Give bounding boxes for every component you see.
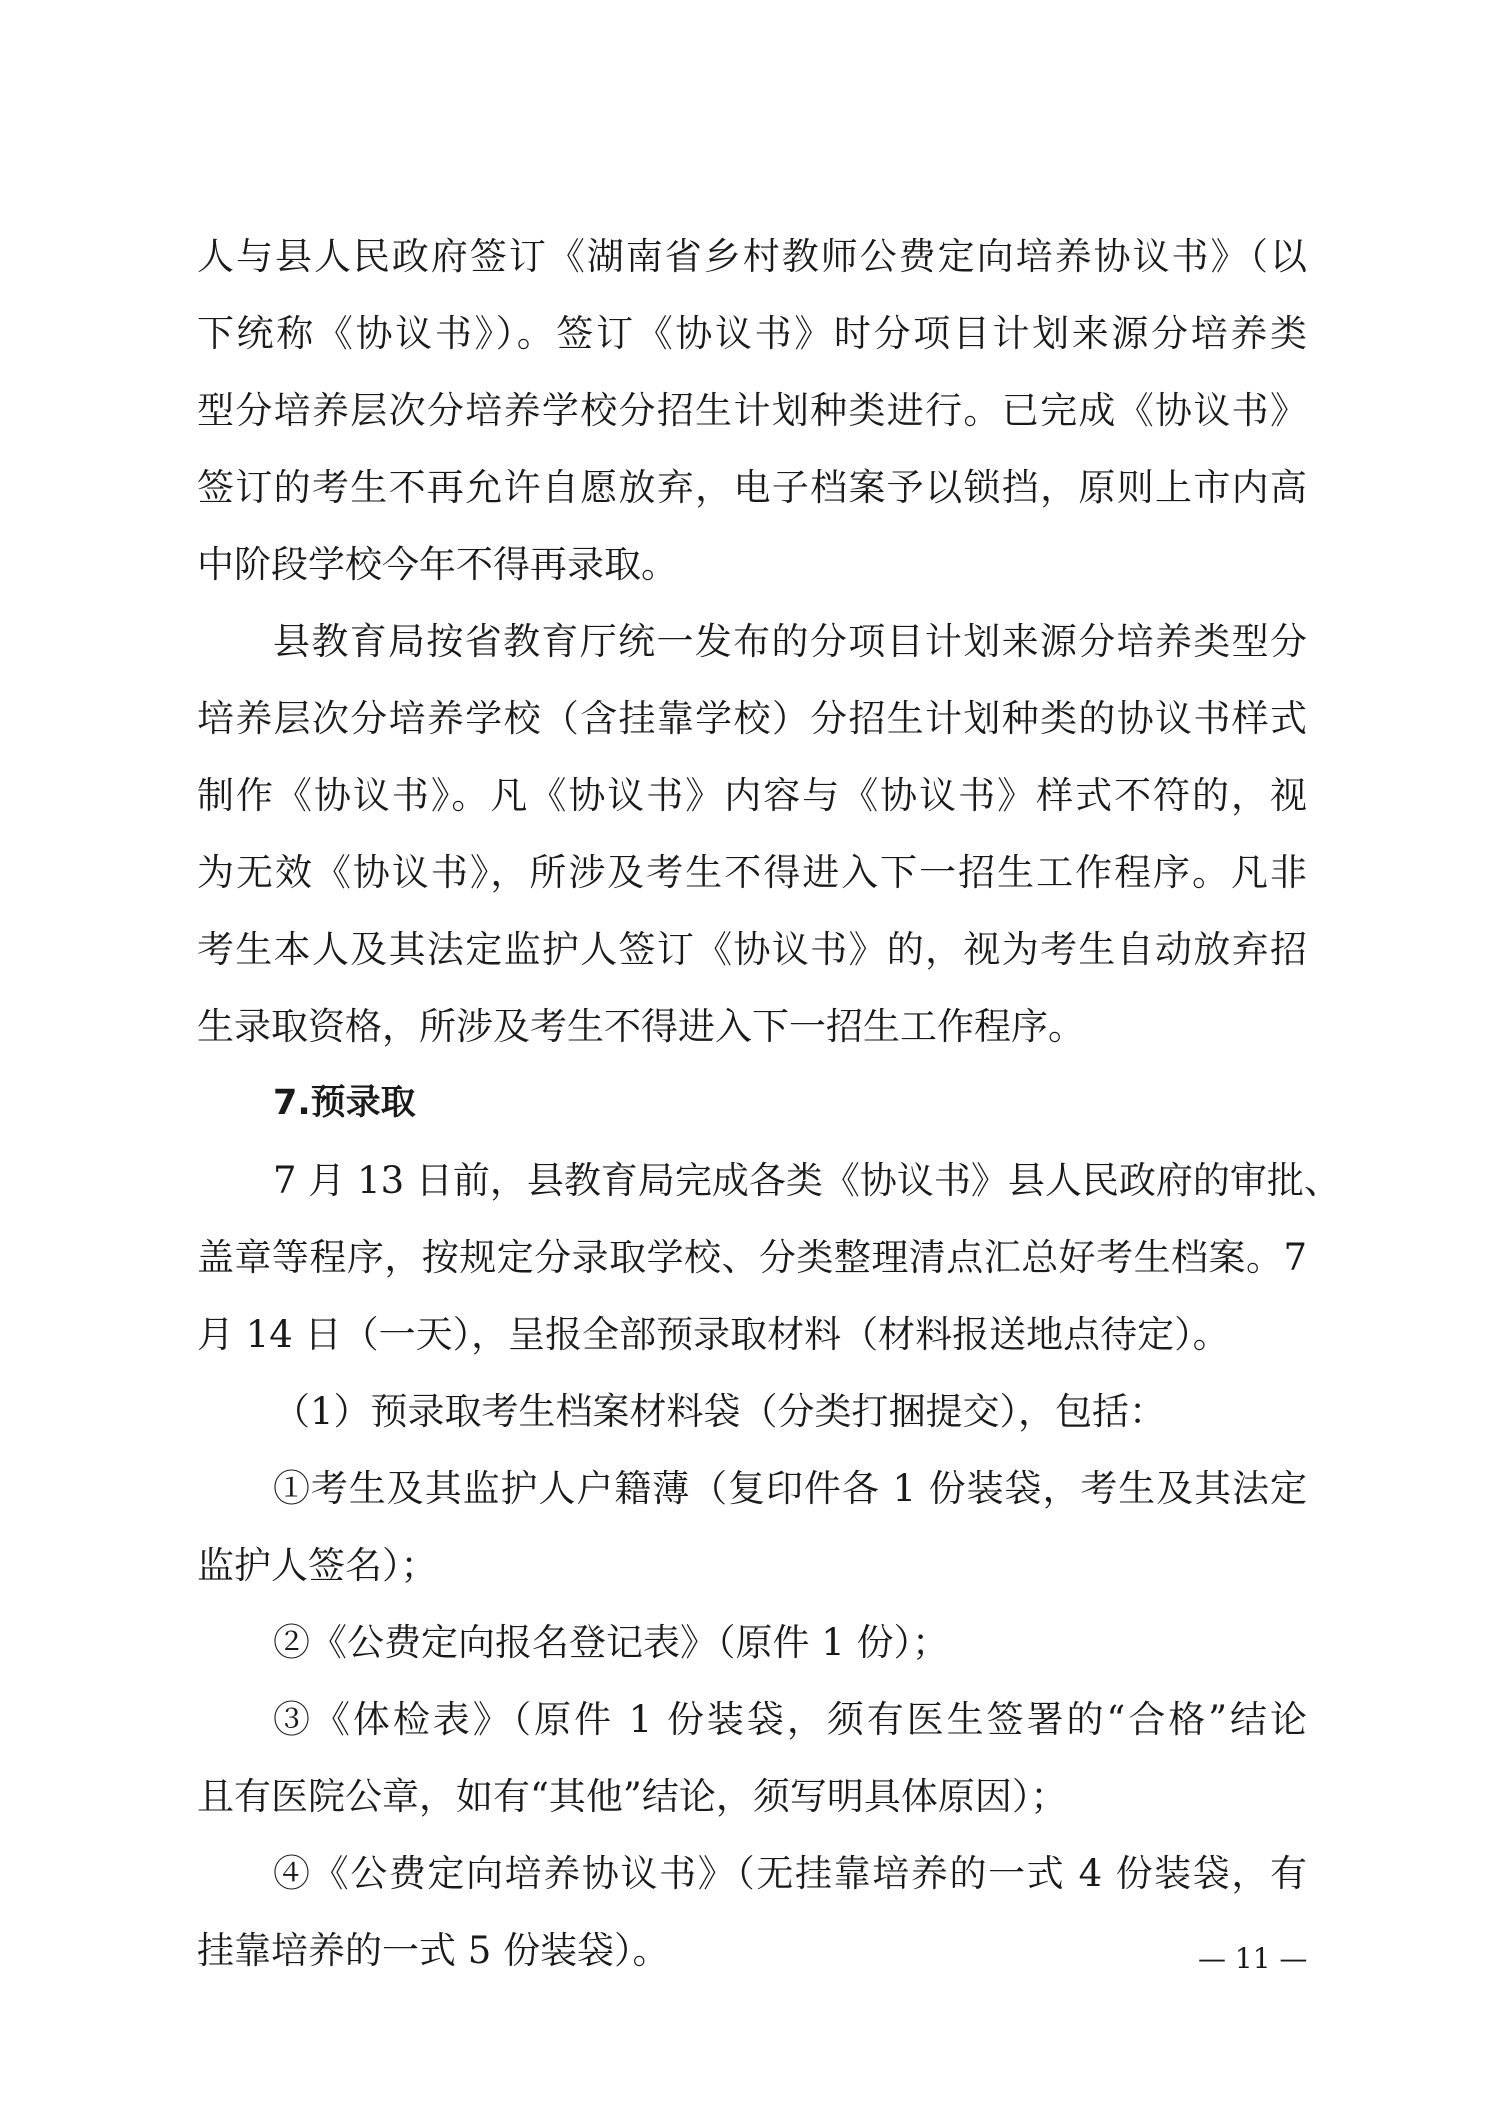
text-line: 型分培养层次分培养学校分招生计划种类进行。已完成《协议书》 bbox=[197, 389, 1307, 432]
text-line: 生录取资格，所涉及考生不得进入下一招生工作程序。 bbox=[197, 1005, 1085, 1048]
text-line: 考生本人及其法定监护人签订《协议书》的，视为考生自动放弃招 bbox=[197, 928, 1307, 971]
text-line: 下统称《协议书》）。签订《协议书》时分项目计划来源分培养类 bbox=[197, 312, 1307, 355]
text-line: ③《体检表》（原件 1 份装袋，须有医生签署的“合格”结论 bbox=[273, 1698, 1307, 1741]
paragraph bbox=[197, 1835, 1307, 1989]
text-line: 制作《协议书》。凡《协议书》内容与《协议书》样式不符的，视 bbox=[197, 774, 1307, 817]
paragraph bbox=[197, 218, 1307, 603]
section-heading: 7.预录取 bbox=[273, 1083, 416, 1123]
text-line: 中阶段学校今年不得再录取。 bbox=[197, 543, 678, 586]
text-line: ①考生及其监护人户籍薄（复印件各 1 份装袋，考生及其法定 bbox=[273, 1467, 1307, 1510]
text-line: 且有医院公章，如有“其他”结论，须写明具体原因）； bbox=[197, 1775, 1068, 1818]
text-line: 签订的考生不再允许自愿放弃，电子档案予以锁挡，原则上市内高 bbox=[197, 466, 1307, 509]
paragraph bbox=[197, 1142, 1341, 1373]
paragraph bbox=[197, 1373, 1307, 1450]
paragraph bbox=[197, 603, 1307, 1065]
page-number: — 11 — bbox=[1198, 1942, 1308, 1975]
paragraph bbox=[197, 1681, 1307, 1835]
paragraph bbox=[197, 1450, 1307, 1604]
text-line: 县教育局按省教育厅统一发布的分项目计划来源分培养类型分 bbox=[273, 620, 1307, 663]
document-body bbox=[197, 218, 1341, 1989]
text-line: 挂靠培养的一式 5 份装袋）。 bbox=[197, 1929, 670, 1972]
text-line: 为无效《协议书》，所涉及考生不得进入下一招生工作程序。凡非 bbox=[197, 851, 1307, 894]
text-line: 培养层次分培养学校（含挂靠学校）分招生计划种类的协议书样式 bbox=[197, 697, 1307, 740]
text-line: （1）预录取考生档案材料袋（分类打捆提交），包括： bbox=[273, 1390, 1167, 1433]
text-line: 月 14 日（一天），呈报全部预录取材料（材料报送地点待定）。 bbox=[197, 1313, 1230, 1356]
text-line: 盖章等程序，按规定分录取学校、分类整理清点汇总好考生档案。7 bbox=[197, 1236, 1307, 1279]
text-line: ②《公费定向报名登记表》（原件 1 份）； bbox=[273, 1621, 950, 1664]
text-line: 监护人签名）； bbox=[197, 1544, 438, 1587]
text-line: 人与县人民政府签订《湖南省乡村教师公费定向培养协议书》（以 bbox=[197, 235, 1307, 278]
paragraph bbox=[197, 1604, 1307, 1681]
text-line: ④《公费定向培养协议书》（无挂靠培养的一式 4 份装袋，有 bbox=[273, 1852, 1307, 1895]
text-line: 7 月 13 日前，县教育局完成各类《协议书》县人民政府的审批、 bbox=[273, 1159, 1341, 1202]
